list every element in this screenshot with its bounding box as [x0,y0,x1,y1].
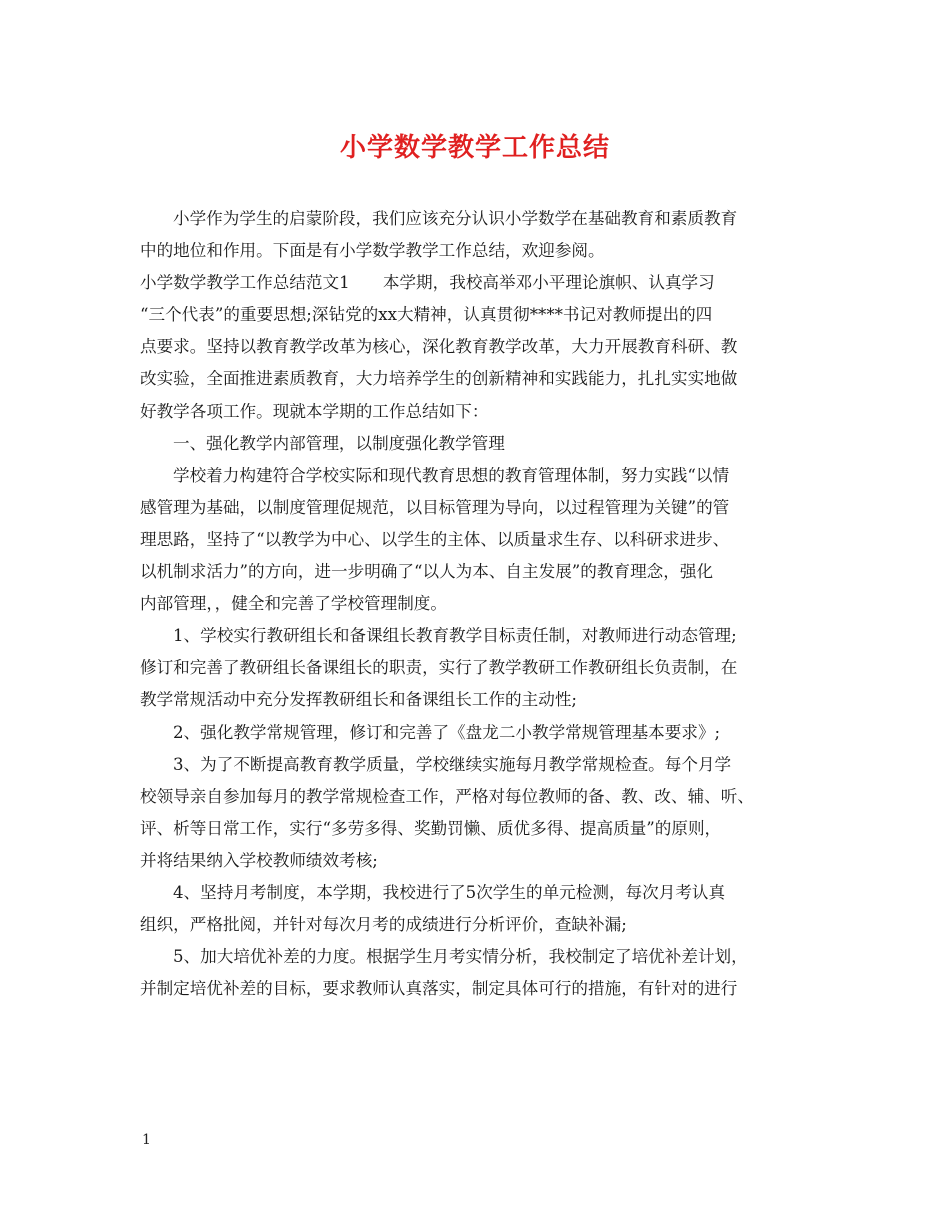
intro-line: 小学作为学生的启蒙阶段，我们应该充分认识小学数学在基础教育和素质教育 [173,209,738,228]
item-line: 组织，严格批阅，并针对每次月考的成绩进行分析评价，查缺补漏; [140,915,627,935]
item-line: 评、析等日常工作，实行“多劳多得、奖勤罚懒、质优多得、提高质量”的原则， [140,818,722,838]
section-line: 学校着力构建符合学校实际和现代教育思想的教育管理体制，努力实践“以情 [173,465,730,485]
item-line: 教学常规活动中充分发挥教研组长和备课组长工作的主动性; [140,690,578,710]
item-line: 1、学校实行教研组长和备课组长教育教学目标责任制，对教师进行动态管理; [173,626,737,646]
document-title: 小学数学教学工作总结 [339,133,610,163]
section-line: 理思路，坚持了“以教学为中心、以学生的主体、以质量求生存、以科研求进步、 [140,529,730,549]
intro-paragraph [140,203,825,267]
item-line: 并将结果纳入学校教师绩效考核; [140,850,378,870]
item-line: 并制定培优补差的目标，要求教师认真落实，制定具体可行的措施，有针对的进行 [140,979,738,999]
item-line: 3、为了不断提高教育教学质量，学校继续实施每月教学常规检查。每个月学 [173,754,732,774]
list-item-3 [140,749,825,877]
sample-line: 改实验，全面推进素质教育，大力培养学生的创新精神和实践能力，扎扎实实地做 [140,369,738,389]
section-line: 感管理为基础，以制度管理促规范，以目标管理为导向，以过程管理为关键”的管 [140,497,730,517]
item-line: 修订和完善了教研组长备课组长的职责，实行了教学教研工作教研组长负责制，在 [140,658,738,678]
list-item-5 [140,941,825,1005]
sample-paragraph [140,267,825,427]
sample-line: 好教学各项工作。现就本学期的工作总结如下： [140,401,489,421]
item-line: 校领导亲自参加每月的教学常规检查工作，严格对每位教师的备、教、改、辅、听、 [140,786,754,806]
section-heading-text: 一、强化教学内部管理，以制度强化教学管理 [173,433,505,453]
section-paragraph [140,460,825,620]
sample-line: 小学数学教学工作总结范文1 本学期，我校高举邓小平理论旗帜、认真学习 [140,273,715,293]
page-number: 1 [142,1132,151,1148]
item-line: 2、强化教学常规管理，修订和完善了《盘龙二小教学常规管理基本要求》; [173,722,721,742]
sample-line: 点要求。坚持以教育教学改革为核心，深化教育教学改革，大力开展教育科研、教 [140,337,738,357]
intro-line: 中的地位和作用。下面是有小学数学教学工作总结，欢迎参阅。 [140,241,605,261]
list-item-2 [140,717,825,749]
section-line: 以机制求活力”的方向，进一步明确了“以人为本、自主发展”的教育理念，强化 [140,562,714,582]
list-item-4 [140,877,825,941]
list-item-1 [140,620,825,716]
item-line: 4、坚持月考制度，本学期，我校进行了5次学生的单元检测，每次月考认真 [173,882,726,902]
section-line: 内部管理，，健全和完善了学校管理制度。 [140,594,447,614]
section-heading [140,428,825,460]
sample-line: “三个代表”的重要思想;深钻党的xx大精神，认真贯彻****书记对教师提出的四 [140,305,713,325]
item-line: 5、加大培优补差的力度。根据学生月考实情分析，我校制定了培优补差计划， [173,947,748,967]
document-body [140,203,825,1005]
